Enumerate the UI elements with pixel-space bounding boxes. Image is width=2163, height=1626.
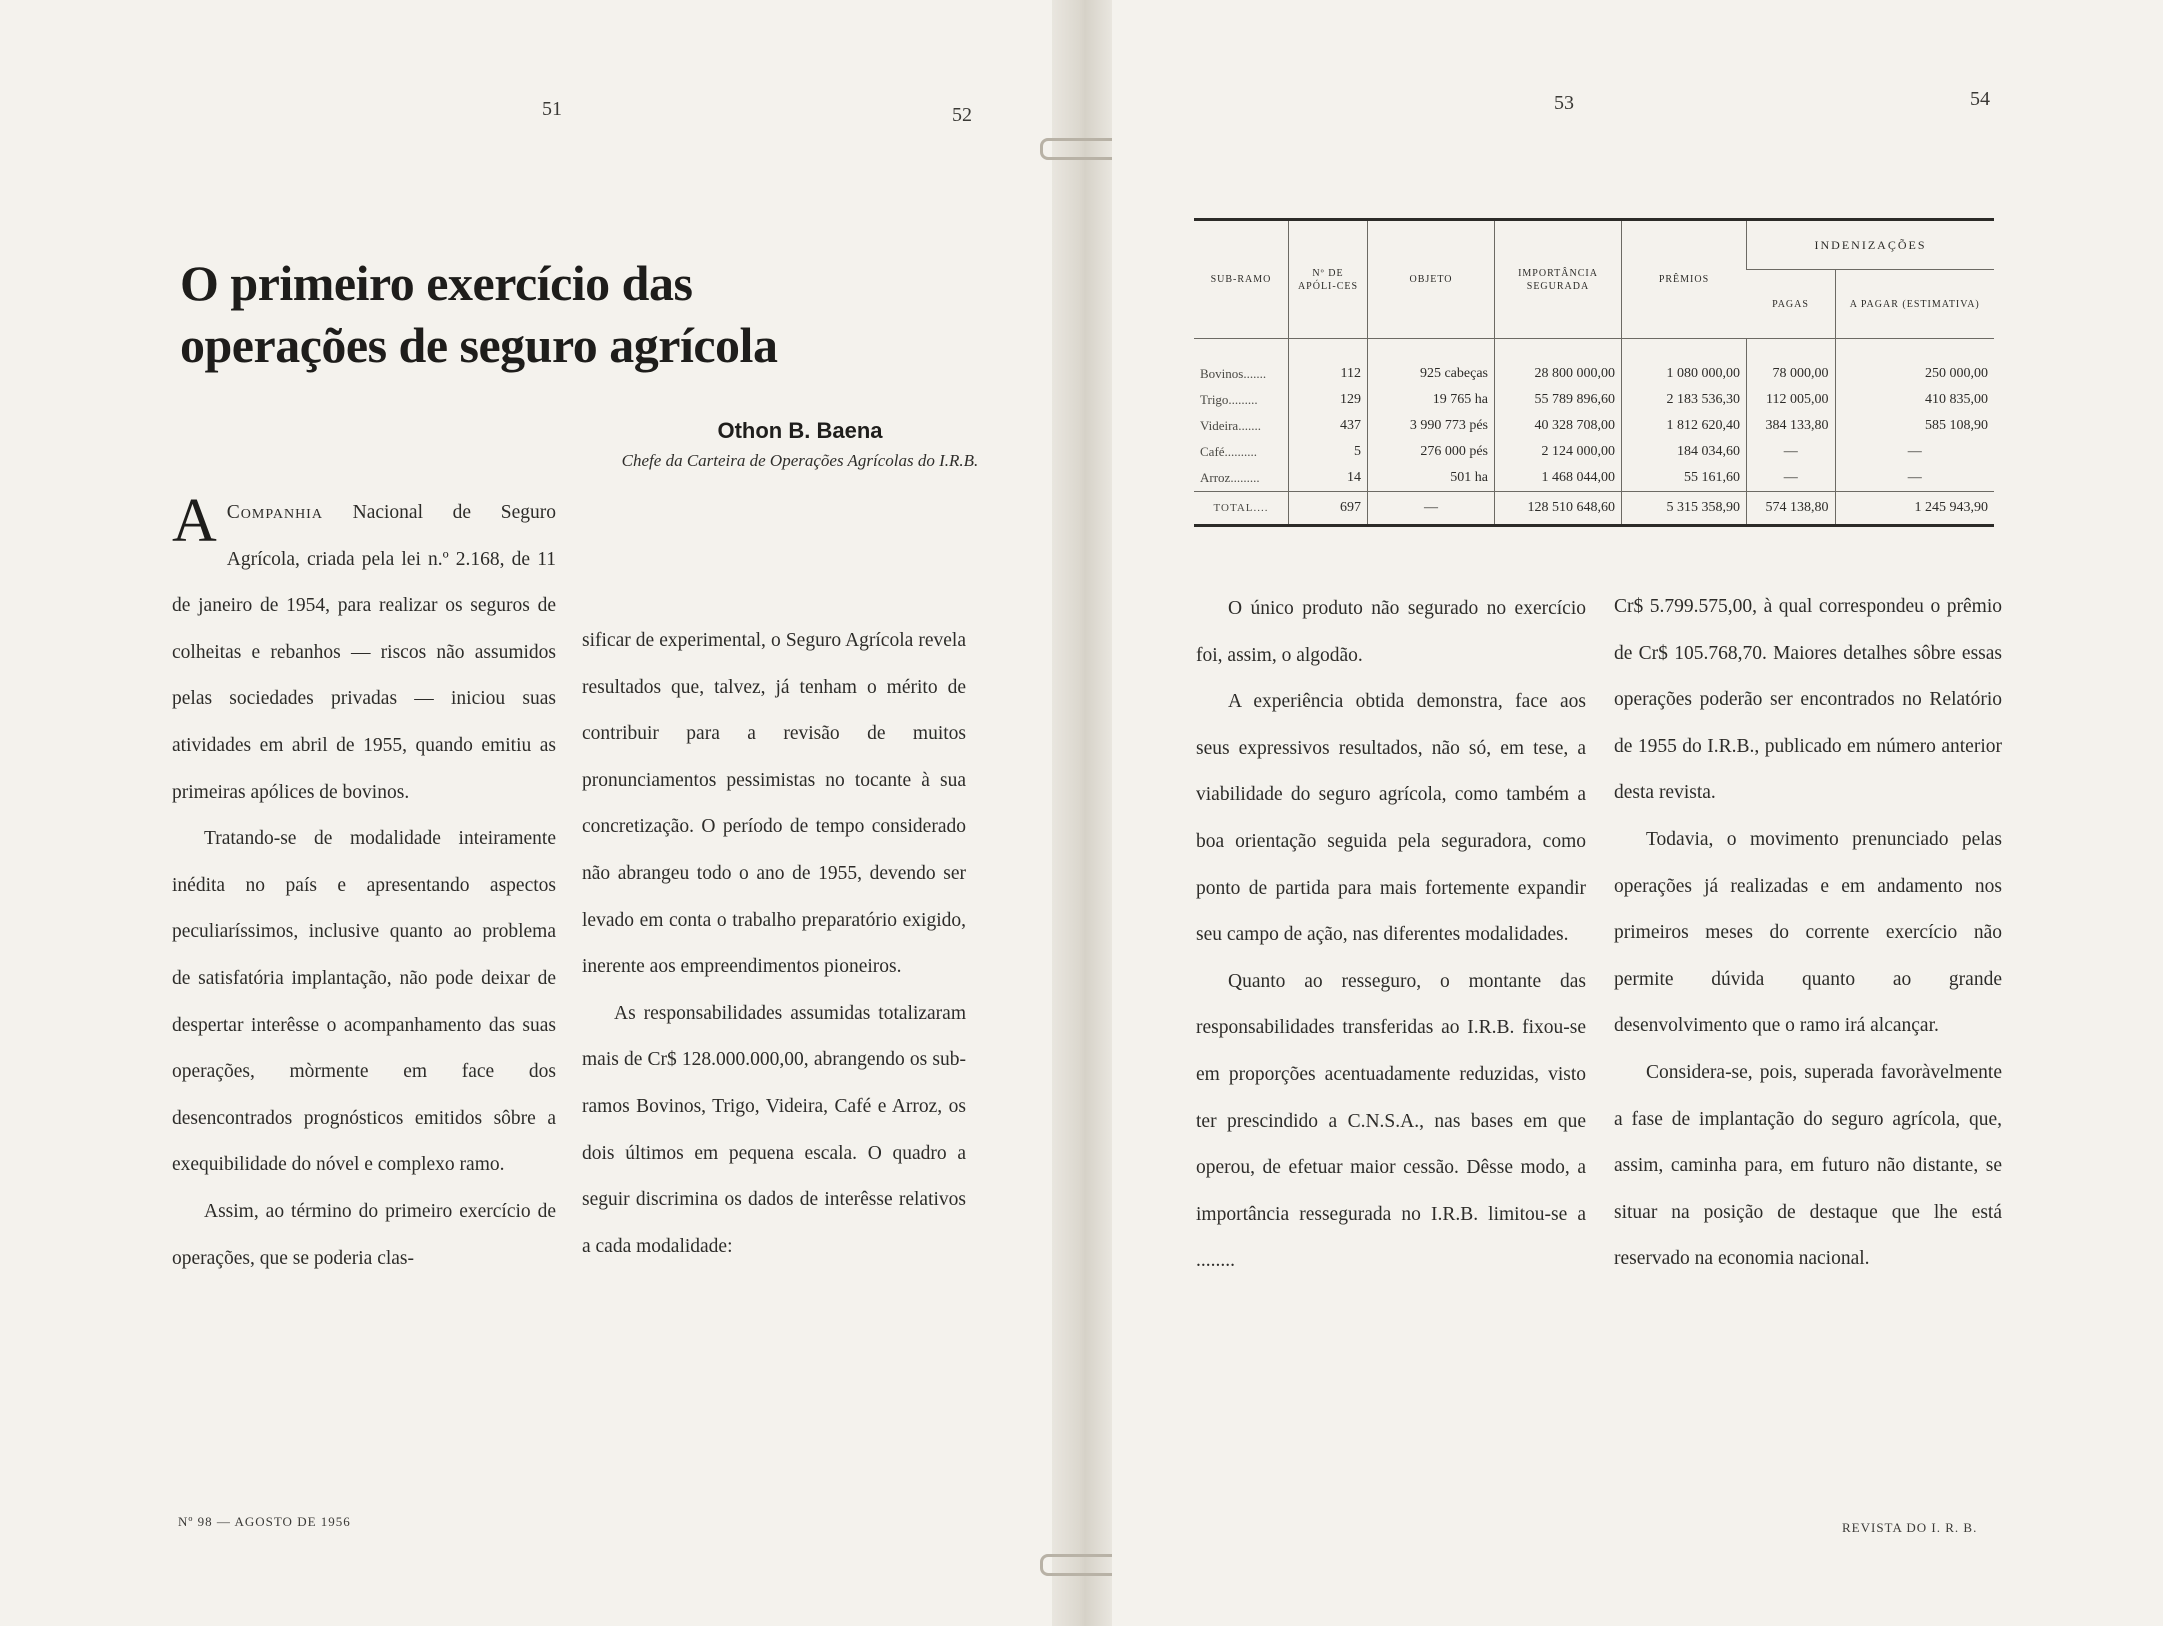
cell-a-pagar: 1 245 943,90: [1835, 492, 1994, 526]
right-column-1: [1196, 586, 1586, 1285]
cell-objeto: 276 000 pés: [1368, 439, 1495, 465]
cell-subramo: TOTAL....: [1194, 492, 1289, 526]
header-subramo: SUB-RAMO: [1194, 220, 1289, 339]
header-indenizacoes: INDENIZAÇÕES: [1747, 220, 1995, 270]
paragraph-text: Nacional de Seguro Agrícola, criada pela lei n.º 2.168, de 11 de janeiro de 1954, para realizar os seguros de colheitas e rebanhos — riscos não assumidos pelas sociedades privadas — iniciou suas atividades em abril de 1955, quando emitiu as primeiras apólices de bovinos.: [172, 502, 556, 803]
cell-apolices: 5: [1289, 439, 1368, 465]
table-row: [1194, 387, 1994, 413]
cell-apolices: 14: [1289, 465, 1368, 492]
cell-apolices: 437: [1289, 413, 1368, 439]
table-row: [1194, 439, 1994, 465]
drop-cap: A: [172, 487, 217, 555]
cell-premios: 5 315 358,90: [1622, 492, 1747, 526]
header-objeto: OBJETO: [1368, 220, 1495, 339]
paragraph: Todavia, o movimento prenunciado pelas operações já realizadas e em andamento nos primeiros meses do corrente exercício não permite dúvida quanto ao grande desenvolvimento que o ramo irá alcançar.: [1614, 828, 2002, 1037]
cell-apolices: 697: [1289, 492, 1368, 526]
table-row: [1194, 339, 1994, 388]
left-column-2: [582, 618, 966, 1270]
cell-a-pagar: —: [1835, 439, 1994, 465]
cell-objeto: 3 990 773 pés: [1368, 413, 1495, 439]
left-page: [0, 0, 1052, 1626]
header-a-pagar: A PAGAR (ESTIMATIVA): [1835, 270, 1994, 339]
table-row: [1194, 413, 1994, 439]
cell-importancia: 2 124 000,00: [1495, 439, 1622, 465]
cell-a-pagar: 585 108,90: [1835, 413, 1994, 439]
page-number-54: 54: [1970, 88, 1990, 110]
table-row: [1194, 465, 1994, 492]
cell-subramo: Videira.......: [1200, 418, 1261, 433]
cell-objeto: 925 cabeças: [1368, 339, 1495, 388]
lead-smallcaps: Companhia: [226, 502, 323, 523]
paragraph: O único produto não segurado no exercício foi, assim, o algodão.: [1196, 598, 1586, 666]
table-total-row: [1194, 492, 1994, 526]
cell-a-pagar: —: [1835, 465, 1994, 492]
cell-subramo: Bovinos.......: [1200, 366, 1267, 381]
cell-importancia: 40 328 708,00: [1495, 413, 1622, 439]
cell-importancia: 128 510 648,60: [1495, 492, 1622, 526]
cell-premios: 184 034,60: [1622, 439, 1747, 465]
paragraph: As responsabilidades assumidas totalizaram mais de Cr$ 128.000.000,00, abrangendo os sub-ramos Bovinos, Trigo, Videira, Café e Arroz, os dois últimos em pequena escala. O quadro a seguir discrimina os dados de interêsse relativos a cada modalidade:: [582, 1002, 966, 1257]
cell-importancia: 55 789 896,60: [1495, 387, 1622, 413]
cell-pagas: 574 138,80: [1747, 492, 1836, 526]
cell-subramo: Café..........: [1200, 444, 1258, 459]
cell-pagas: 78 000,00: [1747, 339, 1836, 388]
paragraph: Quanto ao resseguro, o montante das responsabilidades transferidas ao I.R.B. fixou-se em proporções acentuadamente reduzidas, visto ter prescindido a C.N.S.A., nas bases em que operou, de efetuar maior cessão. Dêsse modo, a importância ressegurada no I.R.B. limitou-se a ........: [1196, 970, 1586, 1272]
cell-importancia: 1 468 044,00: [1495, 465, 1622, 492]
cell-objeto: —: [1368, 492, 1495, 526]
data-table: [1194, 218, 1994, 527]
cell-premios: 1 080 000,00: [1622, 339, 1747, 388]
left-column-1: [172, 487, 556, 1282]
journal-footer: REVISTA DO I. R. B.: [1842, 1520, 1978, 1535]
header-pagas: PAGAS: [1747, 270, 1836, 339]
paragraph: A experiência obtida demonstra, face aos seus expressivos resultados, não só, em tese, a viabilidade do seguro agrícola, como também a boa orientação seguida pela seguradora, como ponto de partida para mais fortemente expandir seu campo de ação, nas diferentes modalidades.: [1196, 691, 1586, 946]
author-role: Chefe da Carteira de Operações Agrícolas do I.R.B.: [621, 451, 979, 470]
paragraph: Considera-se, pois, superada favoràvelmente a fase de implantação do seguro agrícola, que, assim, caminha para, em futuro não distante, se situar na posição de destaque que lhe está reservado na economia nacional.: [1614, 1061, 2002, 1270]
cell-objeto: 19 765 ha: [1368, 387, 1495, 413]
issue-footer: Nº 98 — AGOSTO DE 1956: [178, 1514, 351, 1529]
page-number-51: 51: [542, 98, 562, 120]
cell-pagas: 112 005,00: [1747, 387, 1836, 413]
cell-premios: 1 812 620,40: [1622, 413, 1747, 439]
binding-gutter: [1052, 0, 1112, 1626]
paragraph: Tratando-se de modalidade inteiramente inédita no país e apresentando aspectos peculiaríssimos, inclusive quanto ao problema de satisfatória implantação, não pode deixar de despertar interêsse o acompanhamento das suas operações, mòrmente em face dos desencontrados prognósticos emitidos sôbre a exequibilidade do nóvel e complexo ramo.: [172, 828, 556, 1176]
cell-premios: 2 183 536,30: [1622, 387, 1747, 413]
cell-pagas: —: [1747, 465, 1836, 492]
right-column-2: [1614, 584, 2002, 1283]
cell-subramo: Arroz.........: [1200, 470, 1260, 485]
paragraph: Assim, ao término do primeiro exercício de operações, que se poderia clas-: [172, 1200, 556, 1269]
paragraph: Cr$ 5.799.575,00, à qual correspondeu o prêmio de Cr$ 105.768,70. Maiores detalhes sôbre essas operações poderão ser encontrados no Relatório de 1955 do I.R.B., publicado em número anterior desta revista.: [1614, 596, 2002, 804]
cell-objeto: 501 ha: [1368, 465, 1495, 492]
article-title: O primeiro exercício das operações de seguro agrícola: [180, 254, 778, 373]
cell-importancia: 28 800 000,00: [1495, 339, 1622, 388]
header-apolices: Nº DE APÓLI-CES: [1289, 220, 1368, 339]
header-importancia: IMPORTÂNCIA SEGURADA: [1495, 220, 1622, 339]
header-premios: PRÊMIOS: [1622, 220, 1747, 339]
cell-apolices: 129: [1289, 387, 1368, 413]
author-name: Othon B. Baena: [717, 418, 883, 443]
cell-subramo: Trigo.........: [1200, 392, 1258, 407]
page-number-53: 53: [1554, 92, 1574, 114]
paragraph: sificar de experimental, o Seguro Agrícola revela resultados que, talvez, já tenham o mérito de contribuir para a revisão de muitos pronunciamentos pessimistas no tocante à sua concretização. O período de tempo considerado não abrangeu todo o ano de 1955, devendo ser levado em conta o trabalho preparatório exigido, inerente aos empreendimentos pioneiros.: [582, 630, 966, 978]
cell-apolices: 112: [1289, 339, 1368, 388]
cell-pagas: —: [1747, 439, 1836, 465]
page-number-52: 52: [952, 104, 972, 126]
cell-pagas: 384 133,80: [1747, 413, 1836, 439]
cell-premios: 55 161,60: [1622, 465, 1747, 492]
cell-a-pagar: 250 000,00: [1835, 339, 1994, 388]
paragraph: [172, 487, 556, 816]
cell-a-pagar: 410 835,00: [1835, 387, 1994, 413]
